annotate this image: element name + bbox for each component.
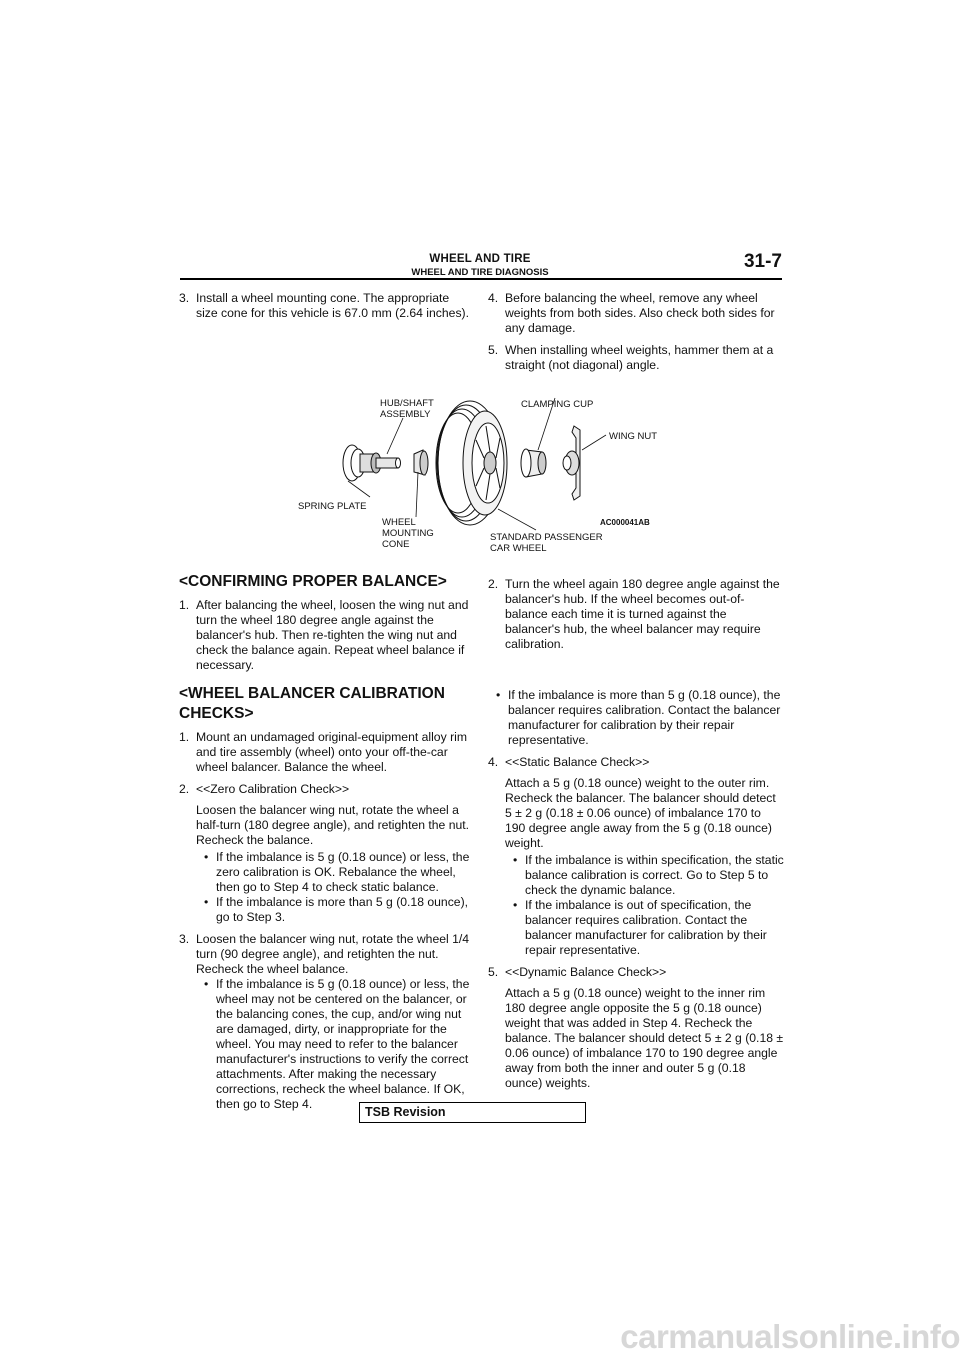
wing-nut-drawing [563, 426, 580, 500]
step-text: Install a wheel mounting cone. The appropriate size cone for this vehicle is 67.0 mm (2.64 inches). [196, 291, 469, 320]
calibration-step-1 [179, 730, 474, 775]
step-number: 1. [179, 730, 190, 744]
calibration-step-4 [488, 755, 784, 958]
calibration-heading: <WHEEL BALANCER CALIBRATION CHECKS> [179, 685, 445, 722]
bullet-item [196, 977, 474, 1112]
label-wheel-2: CAR WHEEL [490, 543, 547, 554]
bullet-item [505, 853, 784, 898]
bullet-text: If the imbalance is out of specification, the balancer requires calibration. Contact the balancer manufacturer for calibration by their repair representative. [525, 898, 767, 957]
label-wheel-1: STANDARD PASSENGER [490, 532, 603, 543]
wheel-tire-drawing [436, 401, 507, 525]
bullet-icon: • [204, 977, 209, 991]
label-hub-shaft-2: ASSEMBLY [380, 409, 431, 420]
calibration-step-5 [488, 965, 784, 1091]
label-wing-nut: WING NUT [609, 431, 658, 442]
clamping-cup-drawing [521, 449, 546, 477]
watermark: carmanualsonline.info [620, 1318, 960, 1355]
calibration-step-2 [179, 782, 474, 925]
calibration-left-column [179, 684, 474, 1119]
calibration-step-3 [179, 932, 474, 1112]
hub-shaft-assembly-drawing [343, 445, 401, 481]
top-left-column [179, 291, 474, 328]
step-number: 3. [179, 291, 190, 305]
bullet-text: If the imbalance is 5 g (0.18 ounce) or less, the zero calibration is OK. Rebalance the wheel, then go to Step 4 to check static balance. [216, 850, 470, 894]
top-right-column [488, 291, 784, 380]
step-5-install-weights [488, 343, 784, 373]
bullet-text: If the imbalance is more than 5 g (0.18 ounce), go to Step 3. [216, 895, 469, 924]
confirming-left-column [179, 572, 474, 680]
tsb-revision-label: TSB Revision [365, 1105, 446, 1119]
bullet-item [196, 895, 474, 925]
step-text: Loosen the balancer wing nut, rotate the wheel a half-turn (180 degree angle), and retighten the nut. Recheck the balance. [196, 803, 470, 847]
header-rule [180, 278, 782, 280]
confirming-step-1 [179, 598, 474, 673]
label-cone-1: WHEEL [382, 517, 416, 528]
bullet-icon: • [204, 850, 209, 864]
step-title: <<Zero Calibration Check>> [196, 782, 350, 796]
bullet-icon: • [513, 898, 518, 912]
step-text: After balancing the wheel, loosen the wing nut and turn the wheel 180 degree angle against the balancer's hub. Then re-tighten the wing nut and check the balance again. Repeat wheel balance if necessary. [196, 598, 469, 672]
step-number: 4. [488, 291, 499, 305]
step-number: 4. [488, 755, 499, 769]
section-title: WHEEL AND TIRE [429, 253, 531, 265]
bullet-icon: • [513, 853, 518, 867]
step-text: Attach a 5 g (0.18 ounce) weight to the inner rim 180 degree angle opposite the 5 g (0.18 ounce) weight that was added in Step 4. Recheck the balance. The balancer should detect 5 ± 2 g (0.18 ± 0.06 ounce) of imbalance 170 to 190 degree angle away from both the inner and outer 5 g (0.18 ounce) weights. [505, 986, 784, 1090]
wheel-balancer-diagram [290, 388, 670, 558]
label-cone-2: MOUNTING [382, 528, 434, 539]
confirming-step-2 [488, 577, 784, 652]
step-title: <<Static Balance Check>> [505, 755, 650, 769]
bullet-icon: • [496, 688, 501, 702]
bullet-item [196, 850, 474, 895]
label-spring-plate: SPRING PLATE [298, 501, 367, 512]
mounting-cone-drawing [414, 450, 428, 475]
confirming-right-column [488, 577, 784, 659]
step-number: 5. [488, 965, 499, 979]
step-text: When installing wheel weights, hammer them at a straight (not diagonal) angle. [505, 343, 774, 372]
step-number: 1. [179, 598, 190, 612]
page-number: 31-7 [743, 251, 782, 272]
label-hub-shaft-1: HUB/SHAFT [380, 398, 434, 409]
confirming-heading: <CONFIRMING PROPER BALANCE> [179, 573, 447, 590]
step-text: Attach a 5 g (0.18 ounce) weight to the outer rim. Recheck the balancer. The balancer should detect 5 ± 2 g (0.18 ± 0.06 ounce) of imbalance 170 to 190 degree angle away from the 5 g (0.18 ounce) weight. [505, 776, 776, 850]
calibration-right-column [488, 688, 784, 1098]
bullet-item [488, 688, 784, 748]
bullet-text: If the imbalance is more than 5 g (0.18 ounce), the balancer requires calibration. Contact the balancer manufacturer for calibration by their repair representative. [508, 688, 781, 747]
label-cone-3: CONE [382, 539, 410, 550]
step-text: Loosen the balancer wing nut, rotate the wheel 1/4 turn (90 degree angle), and retighten the nut. Recheck the wheel balance. [196, 932, 470, 976]
step-title: <<Dynamic Balance Check>> [505, 965, 667, 979]
step-3-mounting-cone [179, 291, 474, 321]
step-text: Mount an undamaged original-equipment alloy rim and tire assembly (wheel) onto your off-the-car wheel balancer. Balance the wheel. [196, 730, 467, 774]
step-text: Turn the wheel again 180 degree angle against the balancer's hub. If the wheel becomes out-of-balance each time it is turned against the balancer's hub, the wheel balancer may require calibration. [505, 577, 780, 651]
bullet-item [505, 898, 784, 958]
step-number: 2. [488, 577, 499, 591]
step-4-remove-weights [488, 291, 784, 336]
step-number: 5. [488, 343, 499, 357]
label-clamping-cup: CLAMPING CUP [521, 399, 594, 410]
bullet-text: If the imbalance is 5 g (0.18 ounce) or less, the wheel may not be centered on the balancer, or the balancing cones, the cup, and/or wing nut are damaged, dirty, or inappropriate for the wheel. You may need to refer to the balancer manufacturer's instructions to verify the correct attachments. After making the necessary corrections, recheck the wheel balance. If OK, then go to Step 4. [216, 977, 470, 1111]
bullet-icon: • [204, 895, 209, 909]
figure-id: AC000041AB [600, 518, 650, 527]
step-number: 3. [179, 932, 190, 946]
step-text: Before balancing the wheel, remove any wheel weights from both sides. Also check both sides for any damage. [505, 291, 775, 335]
step-number: 2. [179, 782, 190, 796]
bullet-text: If the imbalance is within specification, the static balance calibration is correct. Go to Step 5 to check the dynamic balance. [525, 853, 784, 897]
subsection-title: WHEEL AND TIRE DIAGNOSIS [411, 267, 549, 278]
